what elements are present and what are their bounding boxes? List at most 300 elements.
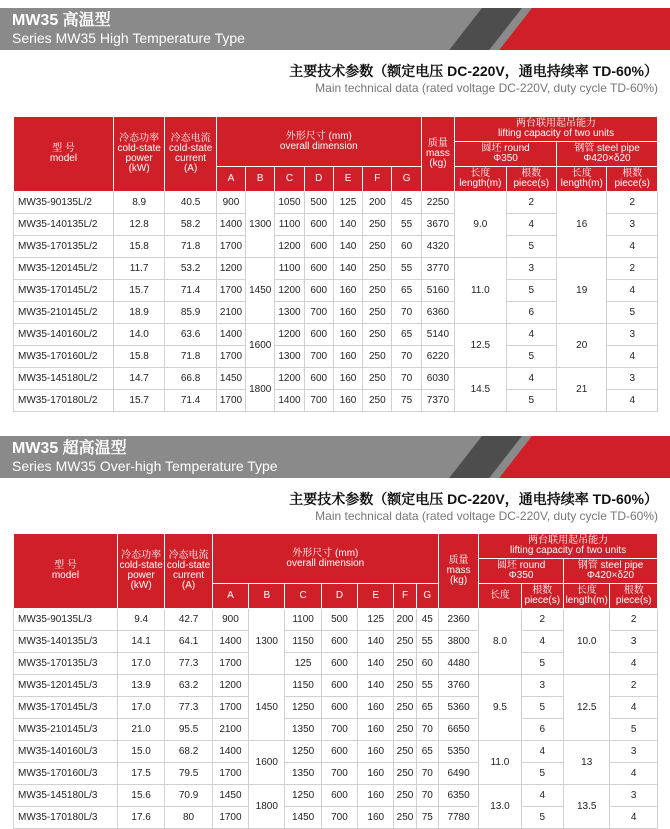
banner-stripe: [499, 436, 670, 478]
current-cell: 40.5: [165, 192, 216, 214]
current-cell: 85.9: [165, 302, 216, 324]
pipe-pieces-cell: 3: [607, 324, 658, 346]
power-cell: 14.0: [113, 324, 164, 346]
dim-e-cell: 160: [333, 368, 362, 390]
power-cell: 14.1: [117, 631, 164, 653]
model-cell: MW35-170135L/2: [14, 236, 114, 258]
power-cell: 9.4: [117, 609, 164, 631]
dim-f-cell: 250: [394, 741, 416, 763]
dim-f-cell: 250: [363, 258, 392, 280]
power-cell: 15.7: [113, 280, 164, 302]
dim-g-cell: 70: [392, 346, 421, 368]
dim-c-cell: 1450: [285, 807, 321, 829]
dim-e-cell: 160: [358, 719, 394, 741]
pipe-pieces-cell: 2: [610, 675, 658, 697]
round-pieces-cell: 2: [506, 192, 556, 214]
mass-cell: 5350: [438, 741, 478, 763]
mass-cell: 3760: [438, 675, 478, 697]
dim-g-cell: 65: [392, 324, 421, 346]
pipe-pieces-cell: 3: [610, 631, 658, 653]
power-cell: 8.9: [113, 192, 164, 214]
dim-g-cell: 70: [392, 368, 421, 390]
mass-cell: 6220: [421, 346, 454, 368]
dim-a-cell: 1450: [212, 785, 248, 807]
current-cell: 79.5: [165, 763, 212, 785]
table-row: [14, 631, 658, 653]
mass-cell: 6650: [438, 719, 478, 741]
header-pipe-length: 长度 length(m): [557, 167, 607, 192]
mass-cell: 5140: [421, 324, 454, 346]
header-pipe-pieces: 根数 piece(s): [610, 584, 658, 609]
dim-g-cell: 70: [416, 719, 438, 741]
header-mass: 质量 mass (kg): [421, 117, 454, 192]
dim-e-cell: 140: [358, 653, 394, 675]
header-round-length: 长度: [479, 584, 521, 609]
dim-g-cell: 75: [416, 807, 438, 829]
round-pieces-cell: 5: [521, 697, 563, 719]
dim-c-cell: 1300: [275, 302, 304, 324]
pipe-pieces-cell: 3: [607, 214, 658, 236]
current-cell: 63.6: [165, 324, 216, 346]
header-dim-c: C: [285, 584, 321, 609]
mass-cell: 2360: [438, 609, 478, 631]
round-pieces-cell: 4: [506, 324, 556, 346]
dim-g-cell: 60: [392, 236, 421, 258]
header-lifting: 两台联用起吊能力 lifting capacity of two units: [455, 117, 658, 142]
spec-table-2: [13, 533, 658, 829]
dim-a-cell: 900: [216, 192, 245, 214]
dim-f-cell: 250: [394, 653, 416, 675]
dim-g-cell: 45: [416, 609, 438, 631]
power-cell: 15.6: [117, 785, 164, 807]
round-pieces-cell: 2: [521, 609, 563, 631]
header-dim-a: A: [212, 584, 248, 609]
header-model: 型 号 model: [14, 117, 114, 192]
pipe-pieces-cell: 2: [607, 192, 658, 214]
header-dim-f: F: [363, 167, 392, 192]
dim-a-cell: 1400: [212, 631, 248, 653]
model-cell: MW35-170135L/3: [14, 653, 118, 675]
current-cell: 53.2: [165, 258, 216, 280]
dim-c-cell: 1350: [285, 763, 321, 785]
pipe-pieces-cell: 2: [610, 609, 658, 631]
pipe-pieces-cell: 5: [607, 302, 658, 324]
pipe-length-cell: 19: [557, 258, 607, 324]
current-cell: 77.3: [165, 697, 212, 719]
dim-a-cell: 1700: [216, 346, 245, 368]
model-cell: MW35-170160L/3: [14, 763, 118, 785]
pipe-pieces-cell: 4: [607, 390, 658, 412]
dim-d-cell: 700: [321, 807, 357, 829]
dim-c-cell: 1300: [275, 346, 304, 368]
header-pipe-pieces: 根数 piece(s): [607, 167, 658, 192]
current-cell: 58.2: [165, 214, 216, 236]
header-pipe-length: 长度 length(m): [564, 584, 610, 609]
dim-b-cell: 1300: [246, 192, 275, 258]
current-cell: 63.2: [165, 675, 212, 697]
dim-a-cell: 2100: [212, 719, 248, 741]
header-dim-a: A: [216, 167, 245, 192]
header-dim-g: G: [416, 584, 438, 609]
header-mass: 质量 mass (kg): [438, 534, 478, 609]
power-cell: 12.8: [113, 214, 164, 236]
pipe-pieces-cell: 4: [610, 807, 658, 829]
dim-a-cell: 1700: [212, 653, 248, 675]
round-length-cell: 11.0: [479, 741, 521, 785]
dim-g-cell: 60: [416, 653, 438, 675]
dim-e-cell: 140: [358, 631, 394, 653]
subtitle-cn: 主要技术参数（额定电压 DC-220V，通电持续率 TD-60%）: [289, 63, 658, 79]
dim-c-cell: 1400: [275, 390, 304, 412]
pipe-pieces-cell: 4: [610, 763, 658, 785]
dim-a-cell: 1400: [212, 741, 248, 763]
dim-e-cell: 140: [333, 258, 362, 280]
current-cell: 77.3: [165, 653, 212, 675]
pipe-length-cell: 13.5: [564, 785, 610, 829]
header-dimension: 外形尺寸 (mm) overall dimension: [216, 117, 421, 167]
table-row: [14, 763, 658, 785]
header-current: 冷态电流 cold-state current (A): [165, 534, 212, 609]
header-pipe: 钢管 steel pipe Φ420×δ20: [557, 142, 658, 167]
dim-c-cell: 1150: [285, 631, 321, 653]
mass-cell: 7780: [438, 807, 478, 829]
dim-b-cell: 1800: [249, 785, 285, 829]
pipe-pieces-cell: 5: [610, 719, 658, 741]
round-pieces-cell: 4: [506, 368, 556, 390]
dim-c-cell: 1200: [275, 236, 304, 258]
current-cell: 71.8: [165, 236, 216, 258]
header-dim-b: B: [249, 584, 285, 609]
dim-d-cell: 600: [321, 697, 357, 719]
current-cell: 68.2: [165, 741, 212, 763]
dim-c-cell: 1100: [285, 609, 321, 631]
dim-d-cell: 600: [321, 653, 357, 675]
dim-f-cell: 250: [363, 346, 392, 368]
model-cell: MW35-120145L/2: [14, 258, 114, 280]
dim-f-cell: 250: [394, 675, 416, 697]
subtitle-cn: 主要技术参数（额定电压 DC-220V，通电持续率 TD-60%）: [289, 491, 658, 507]
dim-f-cell: 200: [363, 192, 392, 214]
round-pieces-cell: 6: [506, 302, 556, 324]
dim-c-cell: 1200: [275, 368, 304, 390]
dim-g-cell: 45: [392, 192, 421, 214]
model-cell: MW35-170145L/2: [14, 280, 114, 302]
pipe-pieces-cell: 4: [607, 280, 658, 302]
dim-g-cell: 55: [416, 631, 438, 653]
dim-c-cell: 1150: [285, 675, 321, 697]
header-dim-d: D: [321, 584, 357, 609]
model-cell: MW35-120145L/3: [14, 675, 118, 697]
dim-f-cell: 250: [363, 214, 392, 236]
dim-b-cell: 1800: [246, 368, 275, 412]
dim-f-cell: 250: [394, 697, 416, 719]
dim-g-cell: 75: [392, 390, 421, 412]
model-cell: MW35-140160L/2: [14, 324, 114, 346]
mass-cell: 7370: [421, 390, 454, 412]
table-row: [14, 609, 658, 631]
header-dim-e: E: [358, 584, 394, 609]
dim-d-cell: 500: [321, 609, 357, 631]
banner-stripe: [499, 8, 670, 50]
header-current: 冷态电流 cold-state current (A): [165, 117, 216, 192]
dim-g-cell: 70: [392, 302, 421, 324]
pipe-length-cell: 12.5: [564, 675, 610, 741]
dim-f-cell: 200: [394, 609, 416, 631]
header-dimension: 外形尺寸 (mm) overall dimension: [212, 534, 438, 584]
dim-d-cell: 700: [321, 719, 357, 741]
model-cell: MW35-170160L/2: [14, 346, 114, 368]
model-cell: MW35-145180L/3: [14, 785, 118, 807]
table-row: [14, 807, 658, 829]
section-title-cn: MW35 高温型: [12, 12, 111, 29]
dim-d-cell: 700: [304, 390, 333, 412]
dim-e-cell: 160: [358, 785, 394, 807]
dim-f-cell: 250: [363, 368, 392, 390]
power-cell: 18.9: [113, 302, 164, 324]
current-cell: 66.8: [165, 368, 216, 390]
subtitle-en: Main technical data (rated voltage DC-220V, duty cycle TD-60%): [315, 81, 658, 95]
pipe-pieces-cell: 2: [607, 258, 658, 280]
dim-e-cell: 160: [358, 697, 394, 719]
table-row: [14, 675, 658, 697]
dim-g-cell: 55: [392, 258, 421, 280]
dim-d-cell: 600: [321, 631, 357, 653]
header-dim-g: G: [392, 167, 421, 192]
table-row: [14, 192, 658, 214]
current-cell: 64.1: [165, 631, 212, 653]
section-title-en: Series MW35 Over-high Temperature Type: [12, 458, 278, 474]
round-length-cell: 9.5: [479, 675, 521, 741]
dim-e-cell: 140: [358, 675, 394, 697]
dim-g-cell: 65: [416, 741, 438, 763]
header-dim-e: E: [333, 167, 362, 192]
dim-f-cell: 250: [363, 390, 392, 412]
mass-cell: 6360: [421, 302, 454, 324]
dim-f-cell: 250: [363, 302, 392, 324]
model-cell: MW35-210145L/2: [14, 302, 114, 324]
dim-a-cell: 1400: [216, 214, 245, 236]
dim-d-cell: 700: [304, 346, 333, 368]
round-pieces-cell: 6: [521, 719, 563, 741]
power-cell: 17.5: [117, 763, 164, 785]
model-cell: MW35-145180L/2: [14, 368, 114, 390]
mass-cell: 4480: [438, 653, 478, 675]
dim-b-cell: 1450: [249, 675, 285, 741]
dim-e-cell: 160: [333, 280, 362, 302]
round-length-cell: 11.0: [455, 258, 506, 324]
model-cell: MW35-140135L/2: [14, 214, 114, 236]
header-dim-c: C: [275, 167, 304, 192]
power-cell: 15.0: [117, 741, 164, 763]
header-dim-f: F: [394, 584, 416, 609]
table-row: [14, 368, 658, 390]
mass-cell: 6030: [421, 368, 454, 390]
header-pipe: 钢管 steel pipe Φ420×δ20: [564, 559, 658, 584]
dim-b-cell: 1450: [246, 258, 275, 324]
round-length-cell: 9.0: [455, 192, 506, 258]
dim-f-cell: 250: [394, 631, 416, 653]
header-dim-d: D: [304, 167, 333, 192]
power-cell: 21.0: [117, 719, 164, 741]
model-cell: MW35-170145L/3: [14, 697, 118, 719]
section-1-banner: [0, 8, 670, 50]
dim-d-cell: 600: [304, 214, 333, 236]
pipe-pieces-cell: 4: [610, 653, 658, 675]
header-dim-b: B: [246, 167, 275, 192]
subtitle-en: Main technical data (rated voltage DC-220V, duty cycle TD-60%): [315, 509, 658, 523]
section-1-subtitle: [289, 62, 658, 96]
mass-cell: 6350: [438, 785, 478, 807]
dim-d-cell: 600: [304, 258, 333, 280]
pipe-pieces-cell: 4: [607, 346, 658, 368]
mass-cell: 6490: [438, 763, 478, 785]
pipe-length-cell: 13: [564, 741, 610, 785]
round-pieces-cell: 5: [521, 807, 563, 829]
power-cell: 17.0: [117, 697, 164, 719]
round-pieces-cell: 4: [506, 214, 556, 236]
spec-table-1: [13, 116, 658, 412]
dim-e-cell: 160: [358, 763, 394, 785]
table-row: [14, 653, 658, 675]
current-cell: 71.4: [165, 390, 216, 412]
model-cell: MW35-140160L/3: [14, 741, 118, 763]
mass-cell: 3670: [421, 214, 454, 236]
dim-c-cell: 1100: [275, 258, 304, 280]
dim-a-cell: 2100: [216, 302, 245, 324]
dim-c-cell: 1250: [285, 697, 321, 719]
power-cell: 15.7: [113, 390, 164, 412]
dim-d-cell: 600: [321, 785, 357, 807]
section-title-en: Series MW35 High Temperature Type: [12, 30, 245, 46]
round-length-cell: 13.0: [479, 785, 521, 829]
section-2-subtitle: [289, 490, 658, 524]
header-round: 圆坯 round Φ350: [455, 142, 557, 167]
dim-b-cell: 1600: [249, 741, 285, 785]
dim-a-cell: 1700: [216, 390, 245, 412]
header-round-length: 长度 length(m): [455, 167, 506, 192]
dim-a-cell: 1200: [216, 258, 245, 280]
model-cell: MW35-170180L/2: [14, 390, 114, 412]
dim-e-cell: 160: [333, 302, 362, 324]
mass-cell: 4320: [421, 236, 454, 258]
dim-f-cell: 250: [363, 280, 392, 302]
pipe-length-cell: 20: [557, 324, 607, 368]
dim-c-cell: 1050: [275, 192, 304, 214]
mass-cell: 5160: [421, 280, 454, 302]
pipe-pieces-cell: 4: [607, 236, 658, 258]
dim-f-cell: 250: [363, 324, 392, 346]
header-lifting: 两台联用起吊能力 lifting capacity of two units: [479, 534, 658, 559]
dim-g-cell: 70: [416, 763, 438, 785]
power-cell: 17.0: [117, 653, 164, 675]
pipe-length-cell: 16: [557, 192, 607, 258]
round-pieces-cell: 3: [506, 258, 556, 280]
dim-e-cell: 140: [333, 214, 362, 236]
header-round-pieces: 根数 piece(s): [521, 584, 563, 609]
round-pieces-cell: 5: [521, 653, 563, 675]
pipe-pieces-cell: 3: [607, 368, 658, 390]
dim-c-cell: 1200: [275, 280, 304, 302]
dim-a-cell: 1700: [216, 236, 245, 258]
dim-g-cell: 65: [416, 697, 438, 719]
dim-e-cell: 160: [333, 324, 362, 346]
dim-c-cell: 125: [285, 653, 321, 675]
dim-f-cell: 250: [394, 807, 416, 829]
dim-d-cell: 600: [321, 741, 357, 763]
round-pieces-cell: 3: [521, 675, 563, 697]
table-row: [14, 719, 658, 741]
round-length-cell: 8.0: [479, 609, 521, 675]
power-cell: 11.7: [113, 258, 164, 280]
round-pieces-cell: 4: [521, 785, 563, 807]
header-model: 型 号 model: [14, 534, 118, 609]
dim-g-cell: 55: [416, 675, 438, 697]
dim-c-cell: 1200: [275, 324, 304, 346]
pipe-length-cell: 10.0: [564, 609, 610, 675]
round-pieces-cell: 5: [506, 346, 556, 368]
power-cell: 14.7: [113, 368, 164, 390]
section-title-cn: MW35 超高温型: [12, 440, 127, 457]
dim-c-cell: 1250: [285, 785, 321, 807]
dim-d-cell: 600: [304, 280, 333, 302]
pipe-length-cell: 21: [557, 368, 607, 412]
mass-cell: 2250: [421, 192, 454, 214]
table-row: [14, 785, 658, 807]
power-cell: 15.8: [113, 346, 164, 368]
power-cell: 13.9: [117, 675, 164, 697]
round-pieces-cell: 4: [521, 631, 563, 653]
dim-g-cell: 55: [392, 214, 421, 236]
model-cell: MW35-90135L/3: [14, 609, 118, 631]
dim-d-cell: 500: [304, 192, 333, 214]
dim-a-cell: 1200: [212, 675, 248, 697]
mass-cell: 3800: [438, 631, 478, 653]
dim-d-cell: 700: [304, 302, 333, 324]
current-cell: 71.8: [165, 346, 216, 368]
dim-e-cell: 160: [358, 807, 394, 829]
dim-d-cell: 700: [321, 763, 357, 785]
dim-e-cell: 125: [358, 609, 394, 631]
dim-c-cell: 1350: [285, 719, 321, 741]
dim-g-cell: 70: [416, 785, 438, 807]
dim-a-cell: 1700: [212, 697, 248, 719]
dim-f-cell: 250: [394, 763, 416, 785]
dim-b-cell: 1300: [249, 609, 285, 675]
pipe-pieces-cell: 3: [610, 741, 658, 763]
model-cell: MW35-90135L/2: [14, 192, 114, 214]
header-round-pieces: 根数 piece(s): [506, 167, 556, 192]
round-pieces-cell: 5: [506, 236, 556, 258]
dim-a-cell: 1700: [212, 807, 248, 829]
dim-d-cell: 600: [304, 324, 333, 346]
round-pieces-cell: 5: [521, 763, 563, 785]
dim-e-cell: 160: [358, 741, 394, 763]
header-round: 圆坯 round Φ350: [479, 559, 564, 584]
header-power: 冷态功率 cold-state power (kW): [113, 117, 164, 192]
pipe-pieces-cell: 3: [610, 785, 658, 807]
dim-a-cell: 1700: [216, 280, 245, 302]
dim-e-cell: 125: [333, 192, 362, 214]
table-row: [14, 324, 658, 346]
dim-a-cell: 1700: [212, 763, 248, 785]
dim-b-cell: 1600: [246, 324, 275, 368]
dim-f-cell: 250: [363, 236, 392, 258]
power-cell: 15.8: [113, 236, 164, 258]
dim-e-cell: 160: [333, 390, 362, 412]
round-pieces-cell: 4: [521, 741, 563, 763]
table-row: [14, 258, 658, 280]
dim-f-cell: 250: [394, 785, 416, 807]
